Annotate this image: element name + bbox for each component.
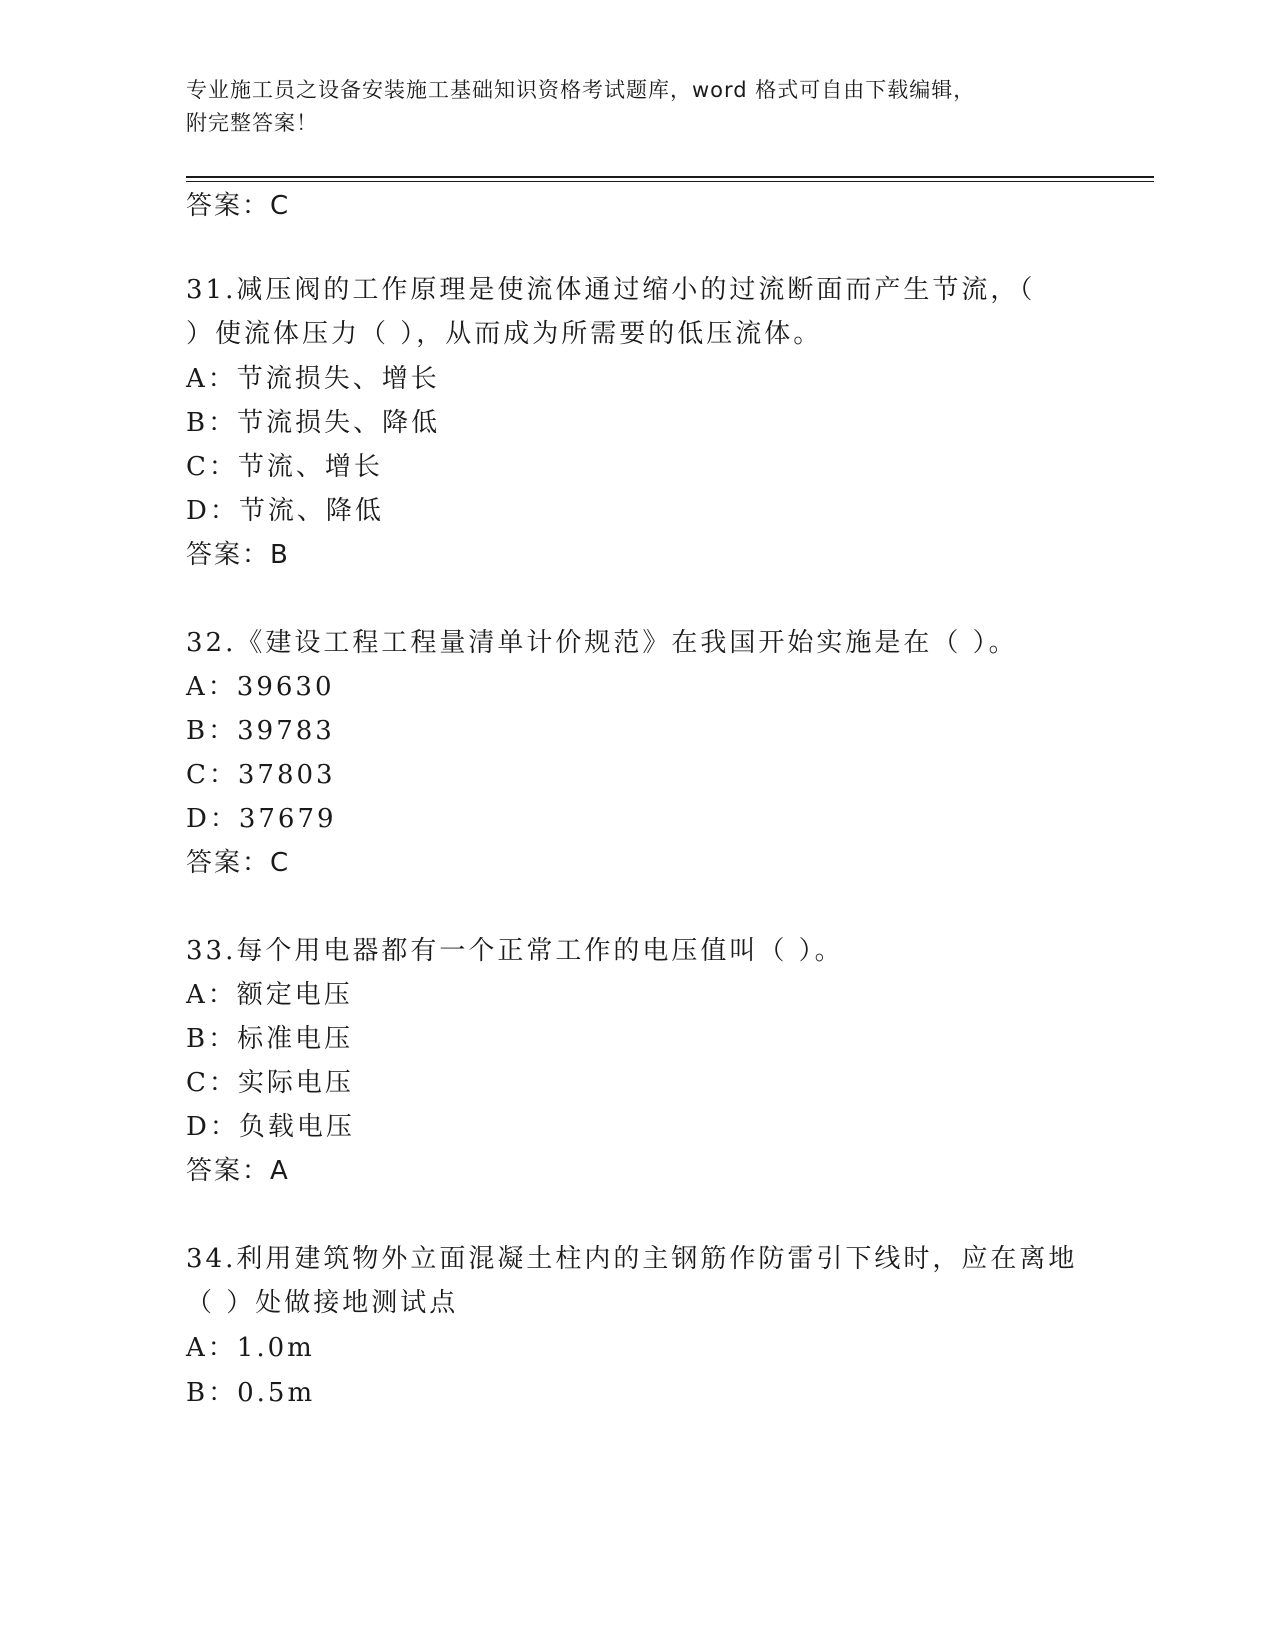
header-line-1: 专业施工员之设备安装施工基础知识资格考试题库，word 格式可自由下载编辑，: [186, 78, 976, 102]
question-32-option-a: A：39630: [186, 672, 335, 702]
question-33-option-d: D：负载电压: [186, 1112, 355, 1142]
header-divider: [186, 176, 1154, 178]
document-header: [186, 74, 1106, 140]
question-32-answer: 答案：C: [186, 848, 291, 878]
question-31-option-d: D：节流、降低: [186, 496, 384, 526]
question-33-answer: 答案：A: [186, 1156, 290, 1186]
question-31-option-c: C：节流、增长: [186, 452, 383, 482]
question-33-option-c: C：实际电压: [186, 1068, 354, 1098]
question-32-option-d: D：37679: [186, 804, 337, 834]
question-32-option-b: B：39783: [186, 716, 335, 746]
header-divider-thin: [186, 181, 1154, 182]
question-31-stem-line-2: ）使流体压力（ ），从而成为所需要的低压流体。: [186, 319, 823, 349]
question-31-option-b: B：节流损失、降低: [186, 408, 441, 438]
question-31-stem-line-1: 31.减压阀的工作原理是使流体通过缩小的过流断面而产生节流，（: [186, 275, 1036, 305]
question-33-option-a: A：额定电压: [186, 980, 353, 1010]
question-33-option-b: B：标准电压: [186, 1024, 354, 1054]
question-34-option-b: B：0.5m: [186, 1378, 316, 1408]
question-34-option-a: A：1.0m: [186, 1333, 315, 1363]
question-34-stem-line-1: 34.利用建筑物外立面混凝土柱内的主钢筋作防雷引下线时，应在离地: [186, 1244, 1078, 1274]
question-34-stem-line-2: （ ）处做接地测试点: [186, 1288, 459, 1318]
header-line-2: 附完整答案！: [186, 111, 318, 135]
question-32-option-c: C：37803: [186, 760, 336, 790]
question-33-stem-line-1: 33.每个用电器都有一个正常工作的电压值叫（ ）。: [186, 936, 844, 966]
previous-answer: 答案：C: [186, 191, 291, 221]
question-32-stem-line-1: 32.《建设工程工程量清单计价规范》在我国开始实施是在（ ）。: [186, 628, 1018, 658]
question-31-option-a: A：节流损失、增长: [186, 364, 440, 394]
question-31-answer: 答案：B: [186, 540, 290, 570]
